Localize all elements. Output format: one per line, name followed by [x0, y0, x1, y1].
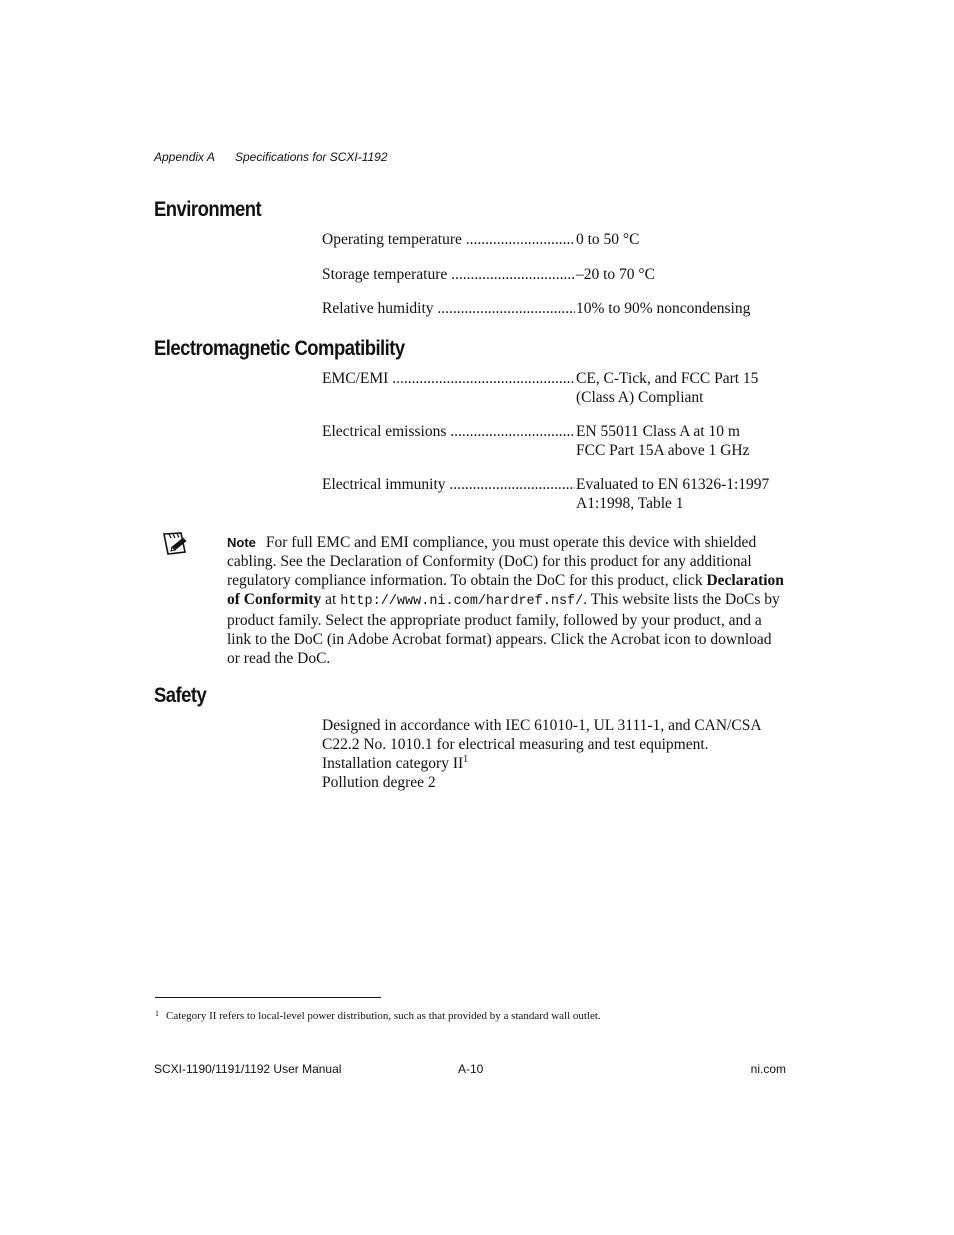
spec-value-continued: FCC Part 15A above 1 GHz — [576, 442, 750, 459]
spec-label: Operating temperature ..... — [322, 230, 575, 249]
spec-label: Electrical immunity ..... — [322, 475, 575, 494]
footer-manual-title: SCXI-1190/1191/1192 User Manual — [154, 1062, 342, 1076]
safety-text — [322, 716, 792, 792]
footer-site-link[interactable]: ni.com — [750, 1062, 786, 1076]
spec-value: CE, C-Tick, and FCC Part 15 — [576, 370, 759, 387]
spec-value-continued: (Class A) Compliant — [576, 389, 704, 406]
footnote-reference[interactable]: 1 — [463, 754, 469, 765]
spec-value-continued: A1:1998, Table 1 — [576, 495, 684, 512]
safety-line: C22.2 No. 1010.1 for electrical measuring and test equipment. — [322, 736, 709, 753]
note-text-at: at — [325, 591, 337, 608]
spec-value: 10% to 90% noncondensing — [576, 300, 751, 317]
spec-label: Storage temperature ..... — [322, 265, 575, 284]
spec-label: Relative humidity ..... — [322, 299, 575, 318]
footnote-text: Category II refers to local-level power distribution, such as that provided by a standard wall outlet. — [166, 1010, 601, 1022]
spec-value: EN 55011 Class A at 10 m — [576, 423, 740, 440]
note-text-1: For full EMC and EMI compliance, you must operate this device with shielded cabling. See the Declaration of Conformity (DoC) for this product for any additional regulatory compliance information. To obtain the DoC for this product, click — [227, 534, 757, 589]
note-pad-icon — [161, 530, 191, 563]
safety-line: Pollution degree 2 — [322, 774, 436, 791]
note-keyword: Note — [227, 535, 256, 550]
footnote — [155, 1009, 601, 1022]
spec-label: Electrical emissions ..... — [322, 422, 575, 441]
running-header-appendix: Appendix A — [154, 150, 215, 164]
declaration-of-conformity-link[interactable]: Declaration of Conformity — [227, 572, 784, 608]
note-paragraph — [227, 533, 787, 668]
running-header-title: Specifications for SCXI-1192 — [235, 150, 388, 164]
doc-url[interactable]: http://www.ni.com/hardref.nsf/ — [340, 594, 584, 609]
spec-value: –20 to 70 °C — [576, 266, 655, 283]
emc-heading: Electromagnetic Compatibility — [154, 337, 405, 360]
environment-heading: Environment — [154, 198, 262, 221]
note-text-2: . This website lists the DoCs by product family. Select the appropriate product family, followed by your product, and a link to the DoC (in Adobe Acrobat format) appears. Click the Acrobat icon to download or read the DoC. — [227, 591, 780, 667]
footnote-mark: 1 — [155, 1009, 159, 1018]
footnote-rule — [155, 997, 381, 998]
safety-line: Designed in accordance with IEC 61010-1, UL 3111-1, and CAN/CSA — [322, 717, 762, 734]
safety-heading: Safety — [154, 684, 207, 707]
spec-label: EMC/EMI ..... — [322, 369, 575, 388]
safety-line: Installation category $II^1$ — [322, 754, 469, 772]
spec-value: Evaluated to EN 61326-1:1997 — [576, 476, 770, 493]
footer-page-number: A-10 — [458, 1062, 484, 1076]
spec-value: 0 to 50 °C — [576, 231, 640, 248]
